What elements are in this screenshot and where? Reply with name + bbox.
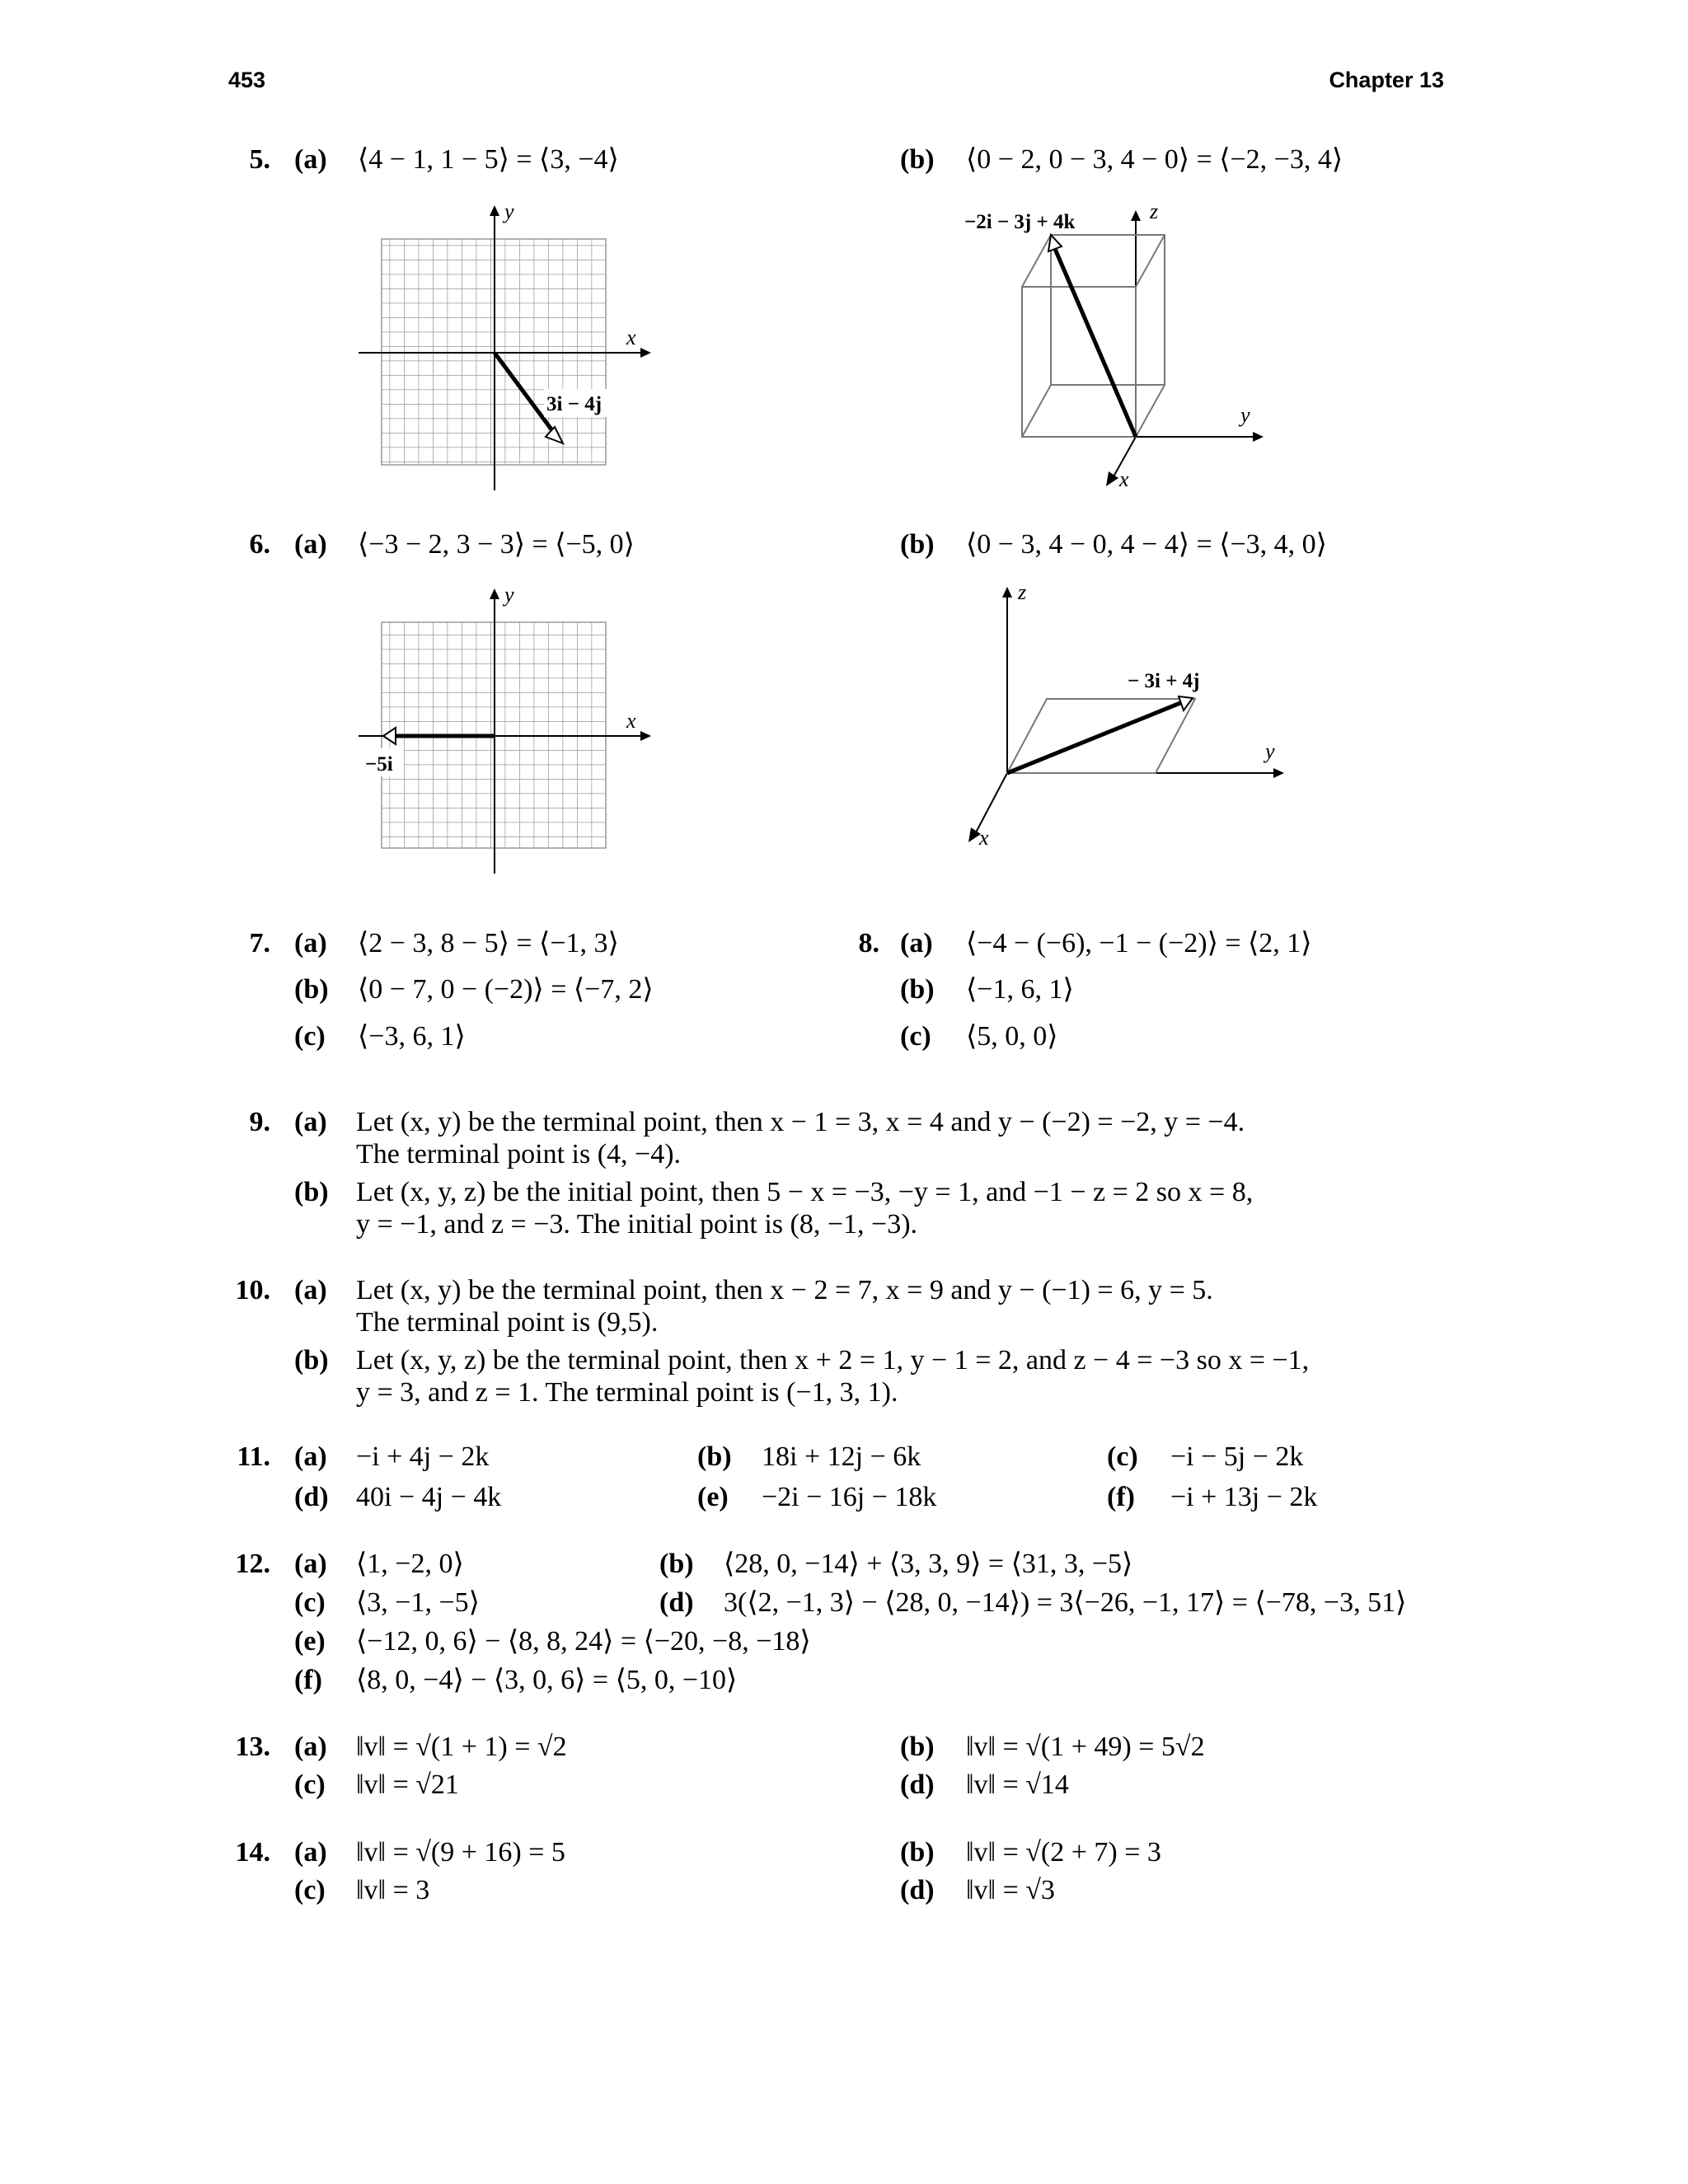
part-label: (b) <box>659 1549 694 1579</box>
answer-text: 3(⟨2, −1, 3⟩ − ⟨28, 0, −14⟩) = 3⟨−26, −1, 17⟩ = ⟨−78, −3, 51⟩ <box>724 1587 1407 1618</box>
z-axis-label: z <box>1150 199 1159 223</box>
answer-line: Let (x, y) be the terminal point, then x − 2 = 7, x = 9 and y − (−1) = 6, y = 5. <box>356 1275 1213 1305</box>
y-axis-arrow <box>490 588 499 599</box>
part-label: (c) <box>294 1769 326 1800</box>
vector-label: −2i − 3j + 4k <box>964 211 1076 233</box>
part-label: (a) <box>294 1549 327 1579</box>
problem-number: 12. <box>235 1549 270 1579</box>
part-label: (f) <box>294 1665 322 1695</box>
z-axis-arrow <box>1131 210 1141 221</box>
x-axis <box>975 773 1007 834</box>
problem-number: 10. <box>235 1275 270 1305</box>
vector-label: 3i − 4j <box>546 393 603 415</box>
part-label: (c) <box>294 1875 326 1905</box>
part-label: (a) <box>294 1732 327 1762</box>
vector-arrowhead <box>1048 235 1062 251</box>
problem-number: 6. <box>249 529 270 560</box>
part-label: (b) <box>294 1345 329 1376</box>
answer-text: ‖v‖ = √3 <box>966 1875 1055 1905</box>
answer-text: ‖v‖ = √(1 + 1) = √2 <box>356 1732 567 1762</box>
part-label: (e) <box>294 1626 326 1657</box>
part-label: (c) <box>900 1021 931 1052</box>
problem-number: 14. <box>235 1837 270 1868</box>
x-axis-label: x <box>626 326 636 349</box>
answer-line: Let (x, y) be the terminal point, then x − 1 = 3, x = 4 and y − (−2) = −2, y = −4. <box>356 1107 1245 1137</box>
answer-text: ⟨8, 0, −4⟩ − ⟨3, 0, 6⟩ = ⟨5, 0, −10⟩ <box>356 1665 738 1695</box>
vector <box>1007 703 1180 773</box>
vector-label: −5i <box>365 753 393 776</box>
answer-line: y = −1, and z = −3. The initial point is (8, −1, −3). <box>356 1209 918 1240</box>
answer-text: ‖v‖ = 3 <box>356 1875 430 1905</box>
chapter-title: Chapter 13 <box>1329 68 1444 92</box>
part-label: (d) <box>294 1482 329 1512</box>
answer-text: ⟨−3 − 2, 3 − 3⟩ = ⟨−5, 0⟩ <box>358 529 635 560</box>
answer-text: 40i − 4j − 4k <box>356 1482 502 1512</box>
part-label: (c) <box>294 1587 326 1618</box>
page-number: 453 <box>228 68 266 92</box>
y-axis-label: y <box>1265 739 1275 763</box>
answer-text: ⟨−12, 0, 6⟩ − ⟨8, 8, 24⟩ = ⟨−20, −8, −18⟩ <box>356 1626 811 1657</box>
answer-text: 18i + 12j − 6k <box>762 1441 921 1472</box>
problem-number: 9. <box>249 1107 270 1137</box>
answer-text: ⟨−4 − (−6), −1 − (−2)⟩ = ⟨2, 1⟩ <box>966 928 1312 958</box>
answer-text: ⟨−3, 6, 1⟩ <box>358 1021 466 1052</box>
answer-text: ⟨0 − 2, 0 − 3, 4 − 0⟩ = ⟨−2, −3, 4⟩ <box>966 144 1343 175</box>
problem-number: 13. <box>235 1732 270 1762</box>
part-label: (d) <box>900 1875 935 1905</box>
part-label: (b) <box>697 1441 732 1472</box>
y-axis-label: y <box>1240 403 1250 427</box>
part-label: (b) <box>900 144 935 175</box>
answer-text: ⟨0 − 7, 0 − (−2)⟩ = ⟨−7, 2⟩ <box>358 974 654 1005</box>
answer-line: y = 3, and z = 1. The terminal point is (−1, 3, 1). <box>356 1377 898 1408</box>
problem-number: 11. <box>237 1441 270 1472</box>
answer-text: ⟨3, −1, −5⟩ <box>356 1587 480 1618</box>
problem-number: 7. <box>249 928 270 958</box>
part-label: (b) <box>900 1732 935 1762</box>
y-axis-arrow <box>1273 768 1284 778</box>
vector-label: − 3i + 4j <box>1128 670 1200 692</box>
answer-text: ⟨2 − 3, 8 − 5⟩ = ⟨−1, 3⟩ <box>358 928 619 958</box>
part-label: (a) <box>294 928 327 958</box>
part-label: (a) <box>294 1441 327 1472</box>
answer-text: ‖v‖ = √14 <box>966 1769 1069 1800</box>
answer-text: ⟨28, 0, −14⟩ + ⟨3, 3, 9⟩ = ⟨31, 3, −5⟩ <box>724 1549 1133 1579</box>
problem-number: 5. <box>249 144 270 175</box>
part-label: (a) <box>294 1107 327 1137</box>
part-label: (c) <box>294 1021 326 1052</box>
y-axis-label: y <box>504 583 514 607</box>
z-axis-label: z <box>1018 580 1027 604</box>
part-label: (f) <box>1107 1482 1135 1512</box>
part-label: (a) <box>294 144 327 175</box>
answer-line: The terminal point is (4, −4). <box>356 1139 682 1169</box>
answer-line: Let (x, y, z) be the initial point, then 5 − x = −3, −y = 1, and −1 − z = 2 so x = 8, <box>356 1177 1254 1207</box>
figure-5b <box>964 199 1264 491</box>
y-axis-arrow <box>490 205 499 216</box>
part-label: (a) <box>294 529 327 560</box>
part-label: (d) <box>659 1587 694 1618</box>
answer-text: −i + 13j − 2k <box>1170 1482 1318 1512</box>
part-label: (b) <box>900 529 935 560</box>
answer-text: ⟨1, −2, 0⟩ <box>356 1549 464 1579</box>
part-label: (a) <box>294 1837 327 1868</box>
answer-text: ⟨0 − 3, 4 − 0, 4 − 4⟩ = ⟨−3, 4, 0⟩ <box>966 529 1327 560</box>
answer-text: ‖v‖ = √(1 + 49) = 5√2 <box>966 1732 1205 1762</box>
answer-line: Let (x, y, z) be the terminal point, then x + 2 = 1, y − 1 = 2, and z − 4 = −3 so x = −1, <box>356 1345 1310 1376</box>
part-label: (a) <box>294 1275 327 1305</box>
figure-6a <box>359 583 651 874</box>
y-axis-arrow <box>1253 432 1264 442</box>
answer-text: ‖v‖ = √(2 + 7) = 3 <box>966 1837 1161 1868</box>
x-axis-arrow <box>640 348 651 358</box>
x-axis-label: x <box>979 826 989 850</box>
answer-text: ⟨4 − 1, 1 − 5⟩ = ⟨3, −4⟩ <box>358 144 619 175</box>
part-label: (e) <box>697 1482 729 1512</box>
part-label: (b) <box>294 1177 329 1207</box>
y-axis-label: y <box>504 199 514 223</box>
x-axis-arrow <box>640 731 651 741</box>
figure-5a <box>359 199 651 490</box>
answer-text: ‖v‖ = √21 <box>356 1769 459 1800</box>
problem-number: 8. <box>858 928 879 958</box>
answer-text: ‖v‖ = √(9 + 16) = 5 <box>356 1837 565 1868</box>
answer-line: The terminal point is (9,5). <box>356 1307 659 1338</box>
answer-text: ⟨−1, 6, 1⟩ <box>966 974 1074 1005</box>
answer-text: ⟨5, 0, 0⟩ <box>966 1021 1058 1052</box>
z-axis-arrow <box>1002 587 1012 598</box>
answer-text: −i − 5j − 2k <box>1170 1441 1304 1472</box>
x-axis-label: x <box>626 709 636 733</box>
part-label: (b) <box>294 974 329 1005</box>
x-axis-label: x <box>1119 467 1129 491</box>
part-label: (a) <box>900 928 933 958</box>
part-label: (c) <box>1107 1441 1138 1472</box>
part-label: (b) <box>900 974 935 1005</box>
figure-6b <box>968 580 1284 850</box>
part-label: (d) <box>900 1769 935 1800</box>
x-axis-arrow <box>1106 471 1118 486</box>
part-label: (b) <box>900 1837 935 1868</box>
vector <box>1055 249 1136 437</box>
answer-text: −i + 4j − 2k <box>356 1441 490 1472</box>
answer-text: −2i − 16j − 18k <box>762 1482 937 1512</box>
